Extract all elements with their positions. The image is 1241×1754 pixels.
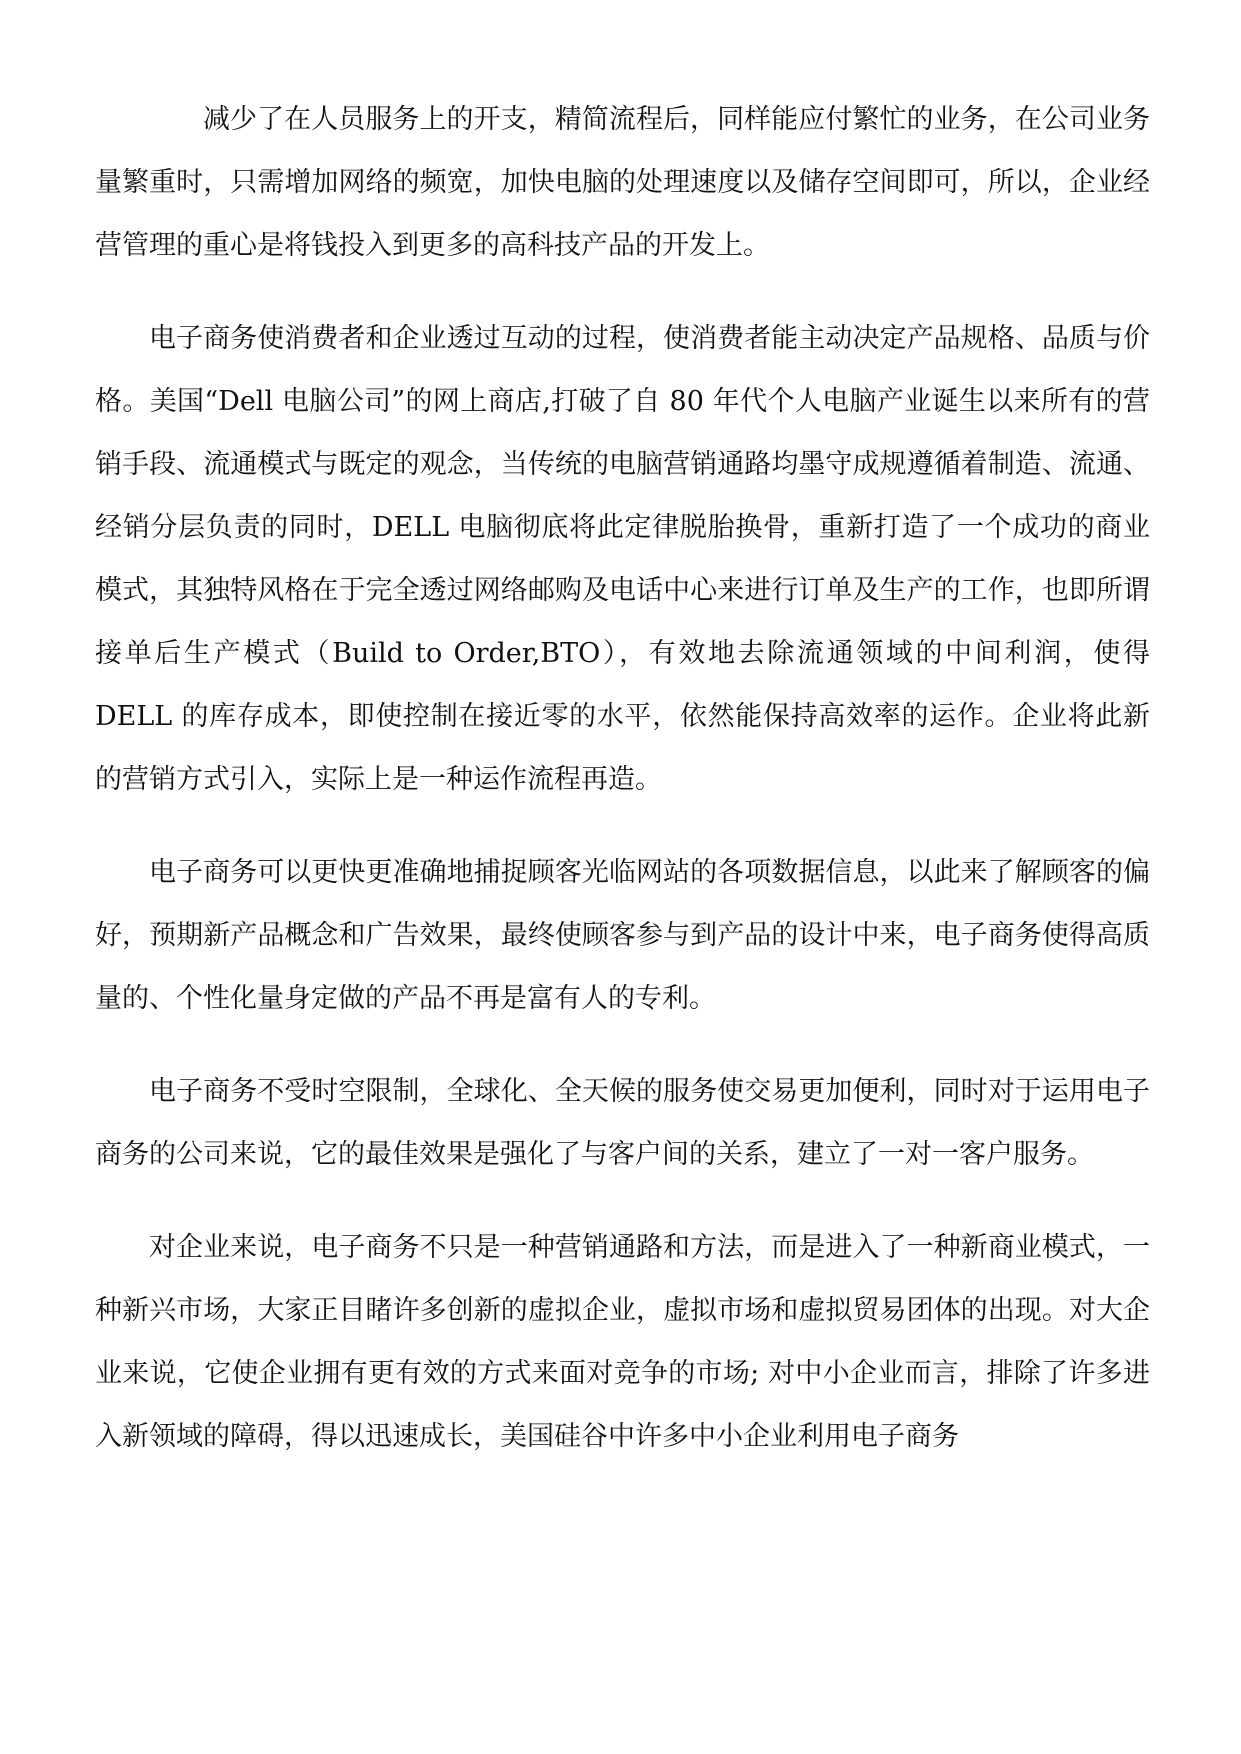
paragraph-5: 对企业来说，电子商务不只是一种营销通路和方法，而是进入了一种新商业模式，一种新兴市场，大家正目睹许多创新的虚拟企业，虚拟市场和虚拟贸易团体的出现。对大企业来说，它使企业拥有更有效的方式来面对竞争的市场; 对中小企业而言，排除了许多进入新领域的障碍，得以迅速成长，美国硅谷中许多中小企业利用电子商务 <box>95 1232 1150 1452</box>
paragraph-1: 减少了在人员服务上的开支，精简流程后，同样能应付繁忙的业务，在公司业务量繁重时，只需增加网络的频宽，加快电脑的处理速度以及储存空间即可，所以，企业经营管理的重心是将钱投入到更多的高科技产品的开发上。 <box>95 104 1150 261</box>
document-body <box>95 88 1150 1498</box>
paragraph-4: 电子商务不受时空限制，全球化、全天候的服务使交易更加便利，同时对于运用电子商务的公司来说，它的最佳效果是强化了与客户间的关系，建立了一对一客户服务。 <box>95 1076 1150 1170</box>
paragraph-3: 电子商务可以更快更准确地捕捉顾客光临网站的各项数据信息，以此来了解顾客的偏好，预期新产品概念和广告效果，最终使顾客参与到产品的设计中来，电子商务使得高质量的、个性化量身定做的产品不再是富有人的专利。 <box>95 857 1150 1014</box>
paragraph-2: 电子商务使消费者和企业透过互动的过程，使消费者能主动决定产品规格、品质与价格。美国“Dell 电脑公司”的网上商店,打破了自 80 年代个人电脑产业诞生以来所有的营销手段、流通模式与既定的观念，当传统的电脑营销通路均墨守成规遵循着制造、流通、经销分层负责的同时，DELL 电脑彻底将此定律脱胎换骨，重新打造了一个成功的商业模式，其独特风格在于完全透过网络邮购及电话中心来进行订单及生产的工作，也即所谓接单后生产模式（Build to Order,BTO），有效地去除流通领域的中间利润，使得 DELL 的库存成本，即使控制在接近零的水平，依然能保持高效率的运作。企业将此新的营销方式引入，实际上是一种运作流程再造。 <box>95 323 1150 795</box>
